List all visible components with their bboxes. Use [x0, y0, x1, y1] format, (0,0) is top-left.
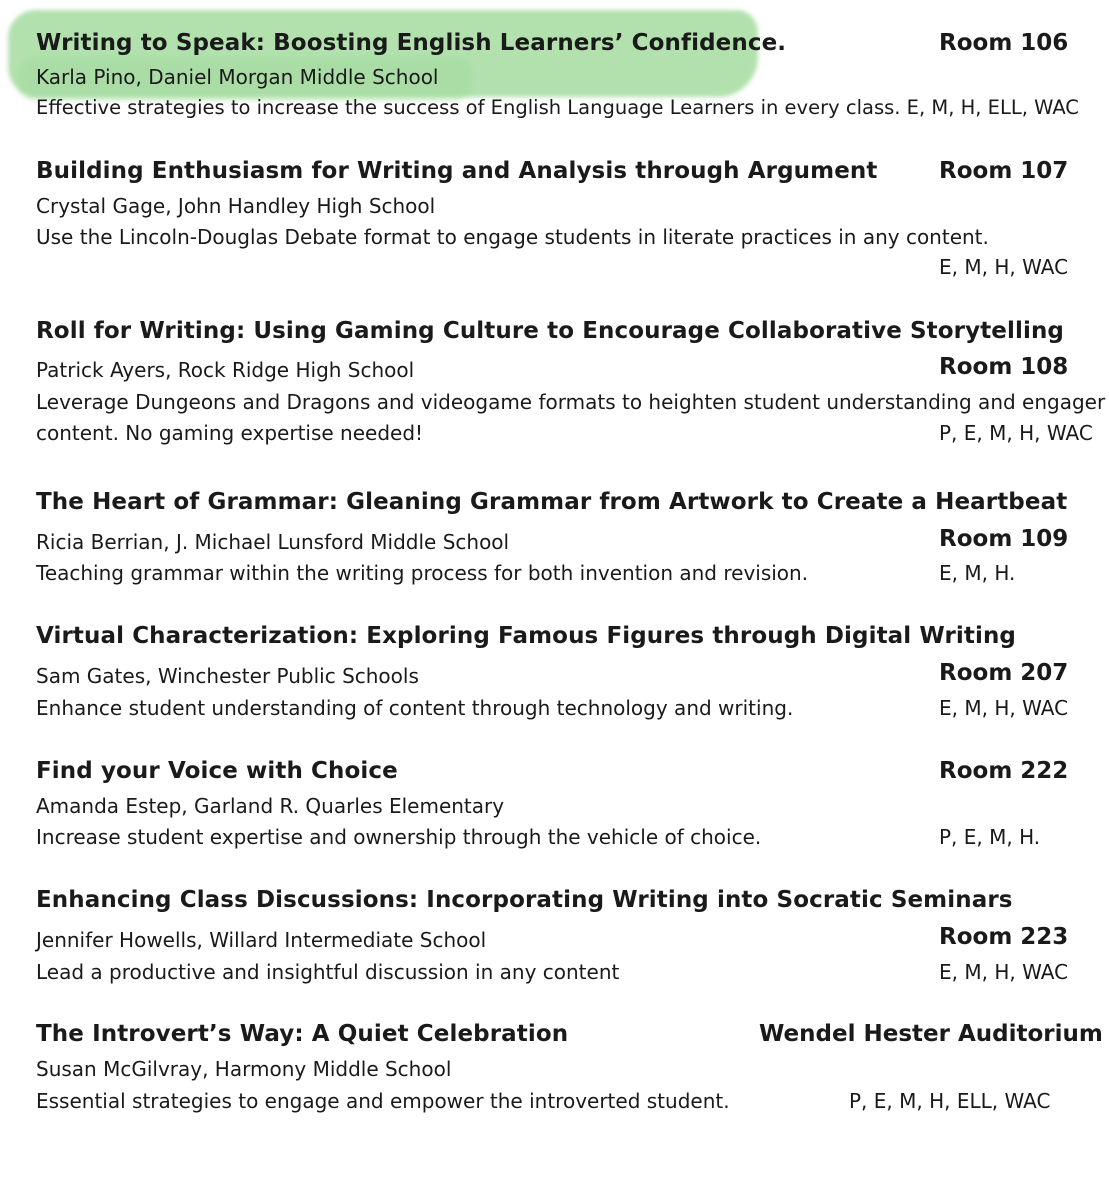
session-description: Lead a productive and insightful discussion in any content — [36, 960, 620, 984]
session-title: The Heart of Grammar: Gleaning Grammar from Artwork to Create a Heartbeat — [36, 489, 1068, 515]
session-room: Room 207 — [939, 660, 1069, 686]
session-description: Effective strategies to increase the success of English Language Learners in every class. E, M, H, ELL, WAC — [36, 96, 1079, 119]
session-title: The Introvert’s Way: A Quiet Celebration — [36, 1021, 569, 1047]
session-presenter: Patrick Ayers, Rock Ridge High School — [36, 358, 415, 382]
session-room: Room 108 — [939, 354, 1069, 380]
session-presenter: Crystal Gage, John Handley High School — [36, 194, 436, 218]
session-tags: P, E, M, H, WAC — [939, 421, 1093, 445]
session-tags: E, M, H. — [939, 561, 1016, 585]
session-room: Room 106 — [939, 30, 1069, 56]
session-title: Virtual Characterization: Exploring Famous Figures through Digital Writing — [36, 623, 1016, 649]
session-presenter: Amanda Estep, Garland R. Quarles Elementary — [36, 794, 505, 818]
session-description: Leverage Dungeons and Dragons and videogame formats to heighten student understanding and engager — [36, 390, 1106, 414]
session-tags: E, M, H, WAC — [939, 696, 1069, 720]
session-description: Essential strategies to engage and empower the introverted student. — [36, 1089, 730, 1113]
session-description-continued: content. No gaming expertise needed! — [36, 421, 424, 445]
session-room: Wendel Hester Auditorium — [759, 1021, 1103, 1047]
session-description: Use the Lincoln-Douglas Debate format to engage students in literate practices in any content. — [36, 225, 989, 249]
session-presenter: Jennifer Howells, Willard Intermediate School — [36, 928, 487, 952]
session-presenter: Sam Gates, Winchester Public Schools — [36, 664, 419, 688]
session-title: Enhancing Class Discussions: Incorporating Writing into Socratic Seminars — [36, 887, 1013, 913]
session-presenter: Karla Pino, Daniel Morgan Middle School — [36, 65, 439, 89]
session-title: Building Enthusiasm for Writing and Analysis through Argument — [36, 158, 878, 184]
session-presenter: Susan McGilvray, Harmony Middle School — [36, 1057, 452, 1081]
session-description: Teaching grammar within the writing process for both invention and revision. — [36, 561, 809, 585]
session-description: Increase student expertise and ownership through the vehicle of choice. — [36, 825, 762, 849]
session-tags: P, E, M, H. — [939, 825, 1041, 849]
session-description: Enhance student understanding of content through technology and writing. — [36, 696, 794, 720]
session-room: Room 223 — [939, 924, 1069, 950]
session-tags: E, M, H, WAC — [939, 255, 1069, 279]
session-tags: P, E, M, H, ELL, WAC — [849, 1089, 1051, 1113]
session-title: Find your Voice with Choice — [36, 758, 398, 784]
session-title: Writing to Speak: Boosting English Learners’ Confidence. — [36, 30, 787, 56]
session-room: Room 222 — [939, 758, 1069, 784]
session-tags: E, M, H, WAC — [939, 960, 1069, 984]
session-room: Room 107 — [939, 158, 1069, 184]
session-room: Room 109 — [939, 526, 1069, 552]
session-presenter: Ricia Berrian, J. Michael Lunsford Middle School — [36, 530, 510, 554]
session-title: Roll for Writing: Using Gaming Culture to Encourage Collaborative Storytelling — [36, 318, 1064, 344]
